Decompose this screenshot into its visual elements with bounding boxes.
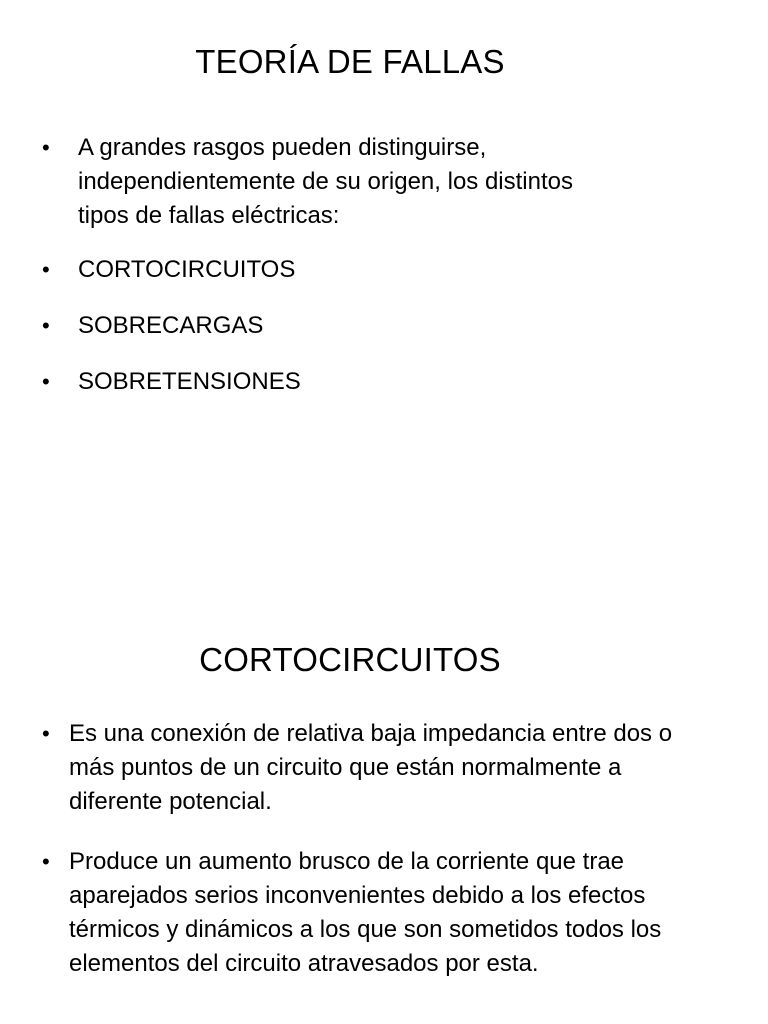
bullet-item (42, 309, 602, 343)
bullet-text: Produce un aumento brusco de la corriente que trae aparejados serios inconvenientes debido a los efectos térmicos y dinámicos a los que son sometidos todos los elementos del circuito atravesados por esta. (69, 848, 662, 977)
bullet-list (42, 131, 602, 399)
bullet-text: A grandes rasgos pueden distinguirse, independientemente de su origen, los distintos tipos de fallas eléctricas: (78, 134, 573, 229)
slide-cortocircuitos (0, 512, 768, 1024)
slide-title: TEORÍA DE FALLAS (195, 43, 505, 80)
bullet-item (42, 365, 602, 399)
bullet-text: SOBRECARGAS (78, 312, 264, 339)
bullet-text: CORTOCIRCUITOS (78, 256, 296, 283)
bullet-icon: • (42, 369, 50, 394)
bullet-item (42, 253, 602, 287)
bullet-icon: • (42, 849, 50, 874)
bullet-item (42, 845, 692, 981)
bullet-icon: • (42, 721, 50, 746)
bullet-icon: • (42, 313, 50, 338)
bullet-text: Es una conexión de relativa baja impedancia entre dos o más puntos de un circuito que están normalmente a diferente potencial. (69, 720, 673, 815)
slide-title: CORTOCIRCUITOS (199, 641, 501, 678)
bullet-list (42, 717, 692, 981)
bullet-item (42, 131, 602, 233)
bullet-item (42, 717, 692, 819)
bullet-icon: • (42, 257, 50, 282)
bullet-text: SOBRETENSIONES (78, 368, 301, 395)
bullet-icon: • (42, 135, 50, 160)
